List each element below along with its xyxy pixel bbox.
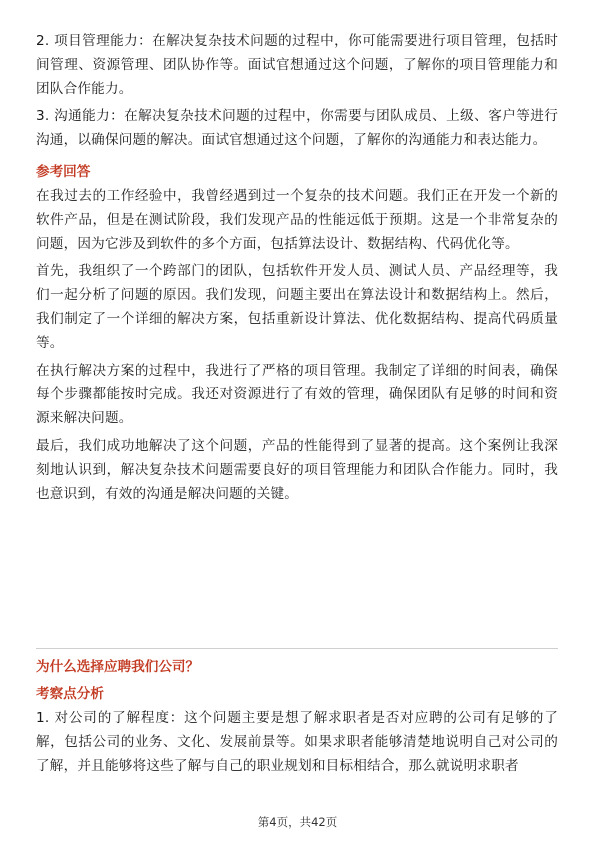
body-paragraph: 最后，我们成功地解决了这个问题，产品的性能得到了显著的提高。这个案例让我深刻地认识到，解决复杂技术问题需要良好的项目管理能力和团队合作能力。同时，我也意识到，有效的沟通是解决问题的关键。 (36, 437, 558, 502)
section-heading-analysis: 考察点分析 (36, 686, 104, 702)
body-paragraph: 在执行解决方案的过程中，我进行了严格的项目管理。我制定了详细的时间表，确保每个步骤都能按时完成。我还对资源进行了有效的管理，确保团队有足够的时间和资源来解决问题。 (36, 362, 558, 427)
body-paragraph: 3. 沟通能力：在解决复杂技术问题的过程中，你需要与团队成员、上级、客户等进行沟通，以确保问题的解决。面试官想通过这个问题，了解你的沟通能力和表达能力。 (36, 108, 558, 149)
body-paragraph: 在我过去的工作经验中，我曾经遇到过一个复杂的技术问题。我们正在开发一个新的软件产品，但是在测试阶段，我们发现产品的性能远低于预期。这是一个非常复杂的问题，因为它涉及到软件的多个方面，包括算法设计、数据结构、代码优化等。 (36, 187, 558, 252)
page-number-footer: 第4页，共42页 (257, 815, 338, 829)
section-divider (36, 648, 558, 649)
body-paragraph: 1. 对公司的了解程度：这个问题主要是想了解求职者是否对应聘的公司有足够的了解，包括公司的业务、文化、发展前景等。如果求职者能够清楚地说明自己对公司的了解，并且能够将这些了解与自己的职业规划和目标相结合，那么就说明求职者 (36, 710, 558, 774)
question-title: 为什么选择应聘我们公司？ (36, 659, 200, 675)
section-heading-reference-answer: 参考回答 (36, 163, 91, 180)
body-paragraph: 2. 项目管理能力：在解决复杂技术问题的过程中，你可能需要进行项目管理，包括时间管理、资源管理、团队协作等。面试官想通过这个问题，了解你的项目管理能力和团队合作能力。 (36, 33, 558, 97)
document-body (36, 30, 558, 510)
analysis-section (36, 683, 558, 782)
body-paragraph: 首先，我组织了一个跨部门的团队，包括软件开发人员、测试人员、产品经理等，我们一起分析了问题的原因。我们发现，问题主要出在算法设计和数据结构上。然后，我们制定了一个详细的解决方案，包括重新设计算法、优化数据结构、提高代码质量等。 (36, 263, 558, 351)
